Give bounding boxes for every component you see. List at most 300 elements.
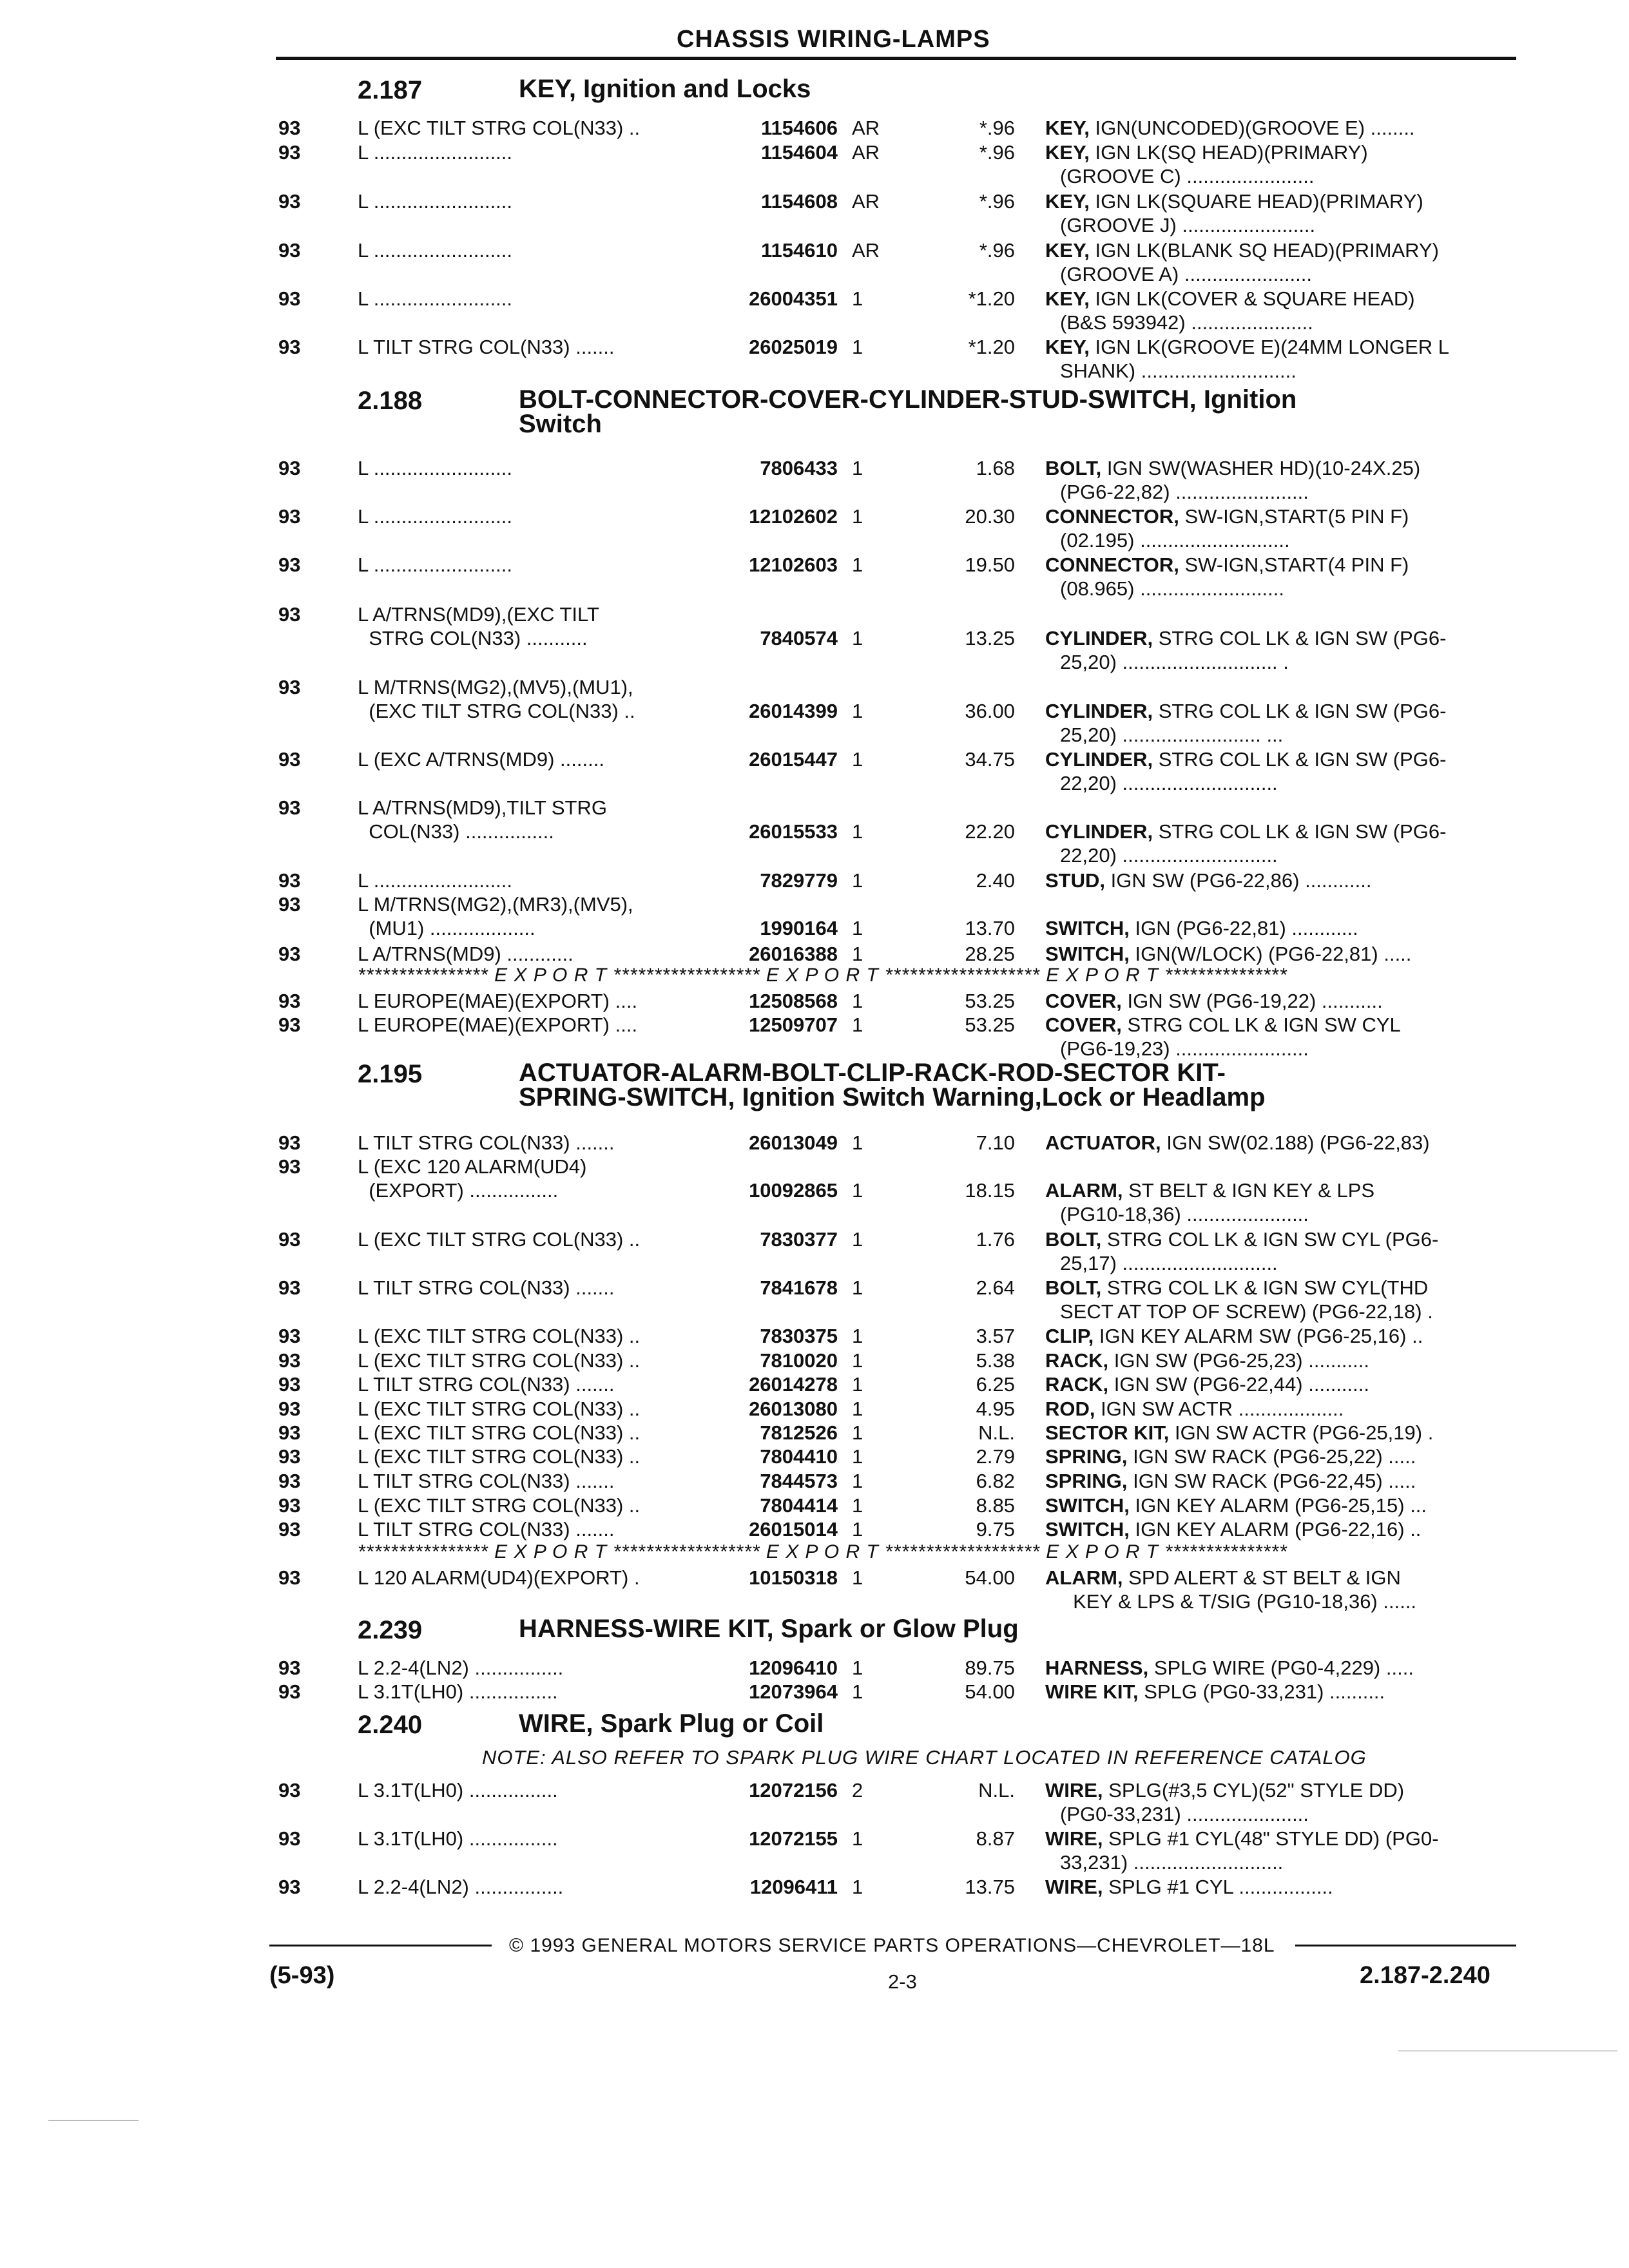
part-number: 7810020 (760, 1349, 838, 1372)
part-name: KEY, (1045, 336, 1090, 358)
part-name: CONNECTOR, (1045, 553, 1179, 576)
part-name: COVER, (1045, 990, 1122, 1012)
price: 4.95 (976, 1398, 1015, 1420)
price: N.L. (978, 1779, 1015, 1802)
model-year: 93 (278, 1470, 301, 1492)
part-detail: STRG COL LK & IGN SW (PG6- (1153, 820, 1447, 843)
part-description (1045, 287, 1415, 311)
part-name: CYLINDER, (1045, 820, 1153, 843)
part-detail: IGN SW ACTR (PG6-25,19) . (1169, 1421, 1434, 1444)
model-usage-line2: COL(N33) ................ (358, 820, 554, 843)
part-detail: IGN SW (PG6-25,23) ........... (1108, 1349, 1369, 1372)
part-detail: IGN SW ACTR ................... (1095, 1398, 1344, 1420)
part-description (1045, 1566, 1401, 1590)
scan-mark (48, 2120, 139, 2121)
model-usage: L (EXC TILT STRG COL(N33) .. (358, 1325, 641, 1347)
part-number: 7829779 (760, 869, 838, 892)
price: 89.75 (965, 1657, 1015, 1679)
part-detail: SPLG #1 CYL(48" STYLE DD) (PG0- (1103, 1827, 1439, 1850)
section-title: ACTUATOR-ALARM-BOLT-CLIP-RACK-ROD-SECTOR KIT- (519, 1059, 1226, 1087)
part-description-line2: 25,20) ......................... ... (1060, 724, 1284, 746)
part-description (1045, 942, 1411, 966)
model-year: 93 (278, 796, 301, 819)
quantity: 1 (852, 943, 863, 965)
quantity: 1 (852, 1421, 863, 1444)
table-row (0, 116, 1629, 140)
part-name: KEY, (1045, 287, 1090, 310)
model-year: 93 (278, 1779, 301, 1802)
part-description (1045, 116, 1415, 140)
part-description (1045, 1349, 1369, 1372)
model-year: 93 (278, 1014, 301, 1036)
footer-page-number: 2-3 (888, 1970, 917, 1993)
part-description (1045, 1227, 1438, 1251)
model-year: 93 (278, 1876, 301, 1898)
table-row (0, 1656, 1629, 1680)
section-number: 2.239 (358, 1616, 423, 1644)
model-year: 93 (278, 748, 301, 771)
model-usage: L EUROPE(MAE)(EXPORT) .... (358, 1014, 638, 1036)
part-name: STUD, (1045, 869, 1105, 892)
part-number: 26013080 (749, 1398, 838, 1420)
part-description (1045, 1131, 1430, 1155)
model-year: 93 (278, 869, 301, 892)
part-name: WIRE, (1045, 1779, 1103, 1802)
model-usage: L TILT STRG COL(N33) ....... (358, 1131, 615, 1154)
model-usage: L ......................... (358, 141, 513, 164)
part-detail: SPLG #1 CYL ................. (1103, 1876, 1333, 1898)
part-name: RACK, (1045, 1373, 1109, 1396)
table-row (0, 238, 1629, 286)
part-description (1045, 916, 1358, 940)
model-year: 93 (278, 990, 301, 1012)
quantity: 1 (852, 1014, 863, 1036)
part-description (1045, 189, 1423, 213)
quantity: 1 (852, 1131, 863, 1154)
part-number: 12096410 (749, 1657, 838, 1679)
part-description-line2: (GROOVE A) ....................... (1060, 263, 1313, 285)
price: *1.20 (968, 336, 1015, 358)
model-usage: L ......................... (358, 239, 513, 262)
part-number: 7830375 (760, 1325, 838, 1347)
part-detail: IGN LK(COVER & SQUARE HEAD) (1089, 287, 1415, 310)
part-description (1045, 1656, 1414, 1680)
model-usage-line2: (EXC TILT STRG COL(N33) .. (358, 700, 635, 722)
part-number: 26004351 (749, 287, 838, 310)
part-number: 12508568 (749, 990, 838, 1012)
part-name: CYLINDER, (1045, 627, 1153, 649)
model-usage: L TILT STRG COL(N33) ....... (358, 1276, 615, 1299)
model-year: 93 (278, 287, 301, 310)
part-description-line2: (PG6-22,82) ........................ (1060, 481, 1309, 503)
price: *.96 (979, 141, 1015, 164)
price: 2.79 (976, 1445, 1015, 1468)
price: 54.00 (965, 1566, 1015, 1589)
part-name: WIRE, (1045, 1827, 1103, 1850)
price: *.96 (979, 190, 1015, 213)
model-year: 93 (278, 1518, 301, 1541)
model-usage: L ......................... (358, 553, 513, 576)
part-number: 1154608 (761, 190, 838, 213)
model-usage: L 3.1T(LH0) ................ (358, 1779, 558, 1802)
model-year: 93 (278, 1398, 301, 1420)
model-usage: L (EXC TILT STRG COL(N33) .. (358, 117, 641, 139)
quantity: 1 (852, 748, 863, 771)
part-description (1045, 1875, 1333, 1899)
price: 13.25 (965, 627, 1015, 649)
part-name: RACK, (1045, 1349, 1109, 1372)
price: 13.75 (965, 1876, 1015, 1898)
model-usage: L (EXC TILT STRG COL(N33) .. (358, 1398, 641, 1420)
table-row (0, 1680, 1629, 1704)
model-usage: L A/TRNS(MD9),TILT STRG (358, 796, 607, 819)
part-number: 7812526 (760, 1421, 838, 1444)
part-description (1045, 1421, 1433, 1445)
part-number: 7806433 (760, 457, 838, 479)
model-year: 93 (278, 1131, 301, 1154)
model-year: 93 (278, 239, 301, 262)
part-name: CONNECTOR, (1045, 505, 1179, 528)
part-name: KEY, (1045, 190, 1090, 213)
quantity: 1 (852, 336, 863, 358)
table-row (0, 1517, 1629, 1541)
table-row (0, 287, 1629, 334)
part-name: SPRING, (1045, 1445, 1128, 1468)
price: 28.25 (965, 943, 1015, 965)
model-usage: L ......................... (358, 190, 513, 213)
price: 2.40 (976, 869, 1015, 892)
model-year: 93 (278, 1276, 301, 1299)
table-row (0, 189, 1629, 237)
quantity: 1 (852, 869, 863, 892)
part-description-line2: (PG0-33,231) ...................... (1060, 1803, 1309, 1825)
part-detail: SPLG (PG0-33,231) .......... (1138, 1680, 1385, 1703)
model-usage: L TILT STRG COL(N33) ....... (358, 1470, 615, 1492)
table-row (0, 1276, 1629, 1323)
model-year: 93 (278, 1657, 301, 1679)
model-year: 93 (278, 336, 301, 358)
model-usage: L (EXC TILT STRG COL(N33) .. (358, 1228, 641, 1251)
price: 53.25 (965, 990, 1015, 1012)
table-row (0, 140, 1629, 188)
model-usage: L (EXC TILT STRG COL(N33) .. (358, 1349, 641, 1372)
quantity: 1 (852, 1680, 863, 1703)
part-name: KEY, (1045, 117, 1090, 139)
part-detail: IGN KEY ALARM (PG6-25,15) ... (1129, 1494, 1427, 1517)
table-row (0, 1827, 1629, 1874)
part-number: 1990164 (760, 917, 838, 939)
price: 3.57 (976, 1325, 1015, 1347)
part-name: SWITCH, (1045, 917, 1130, 939)
model-usage: L EUROPE(MAE)(EXPORT) .... (358, 990, 638, 1012)
part-detail: SPLG WIRE (PG0-4,229) ..... (1148, 1657, 1414, 1679)
table-row (0, 747, 1629, 795)
quantity: 1 (852, 1470, 863, 1492)
price: 6.82 (976, 1470, 1015, 1492)
export-divider: **************** E X P O R T ****************** E X P O R T ******************* E X P O R T *************** (358, 965, 1287, 986)
quantity: 1 (852, 1566, 863, 1589)
part-description-line2: SHANK) ............................ (1060, 360, 1296, 382)
quantity: 1 (852, 1179, 863, 1202)
table-row (0, 1324, 1629, 1348)
quantity: 1 (852, 1373, 863, 1396)
model-usage: L 120 ALARM(UD4)(EXPORT) . (358, 1566, 640, 1589)
quantity: 1 (852, 820, 863, 843)
part-name: SWITCH, (1045, 1494, 1130, 1517)
part-number: 12096411 (749, 1876, 838, 1898)
quantity: 1 (852, 1349, 863, 1372)
table-row (0, 1469, 1629, 1493)
table-row (0, 335, 1629, 383)
model-usage: L 3.1T(LH0) ................ (358, 1827, 558, 1850)
quantity: 1 (852, 1325, 863, 1347)
table-row (0, 1131, 1629, 1155)
part-detail: IGN SW (PG6-22,44) ........... (1108, 1373, 1369, 1396)
price: 8.87 (976, 1827, 1015, 1850)
part-number: 26014399 (749, 700, 838, 722)
quantity: 1 (852, 553, 863, 576)
part-name: ACTUATOR, (1045, 1131, 1161, 1154)
footer-date: (5-93) (269, 1962, 335, 1989)
part-number: 26016388 (749, 943, 838, 965)
model-usage: L (EXC TILT STRG COL(N33) .. (358, 1494, 641, 1517)
part-description-line2: KEY & LPS & T/SIG (PG10-18,36) ...... (1045, 1590, 1417, 1613)
quantity: AR (852, 141, 880, 164)
part-number: 26013049 (749, 1131, 838, 1154)
section-title: KEY, Ignition and Locks (519, 75, 811, 103)
part-name: SECTOR KIT, (1045, 1421, 1170, 1444)
part-name: HARNESS, (1045, 1657, 1149, 1679)
part-detail: IGN KEY ALARM (PG6-22,16) .. (1129, 1518, 1422, 1541)
part-description (1045, 1778, 1404, 1802)
price: *1.20 (968, 287, 1015, 310)
part-description-line2: (PG6-19,23) ........................ (1060, 1037, 1309, 1060)
price: 36.00 (965, 700, 1015, 722)
model-year: 93 (278, 505, 301, 528)
model-year: 93 (278, 893, 301, 916)
table-row (0, 1421, 1629, 1445)
model-usage: L 2.2-4(LN2) ................ (358, 1876, 564, 1898)
part-number: 12509707 (749, 1014, 838, 1036)
part-detail: STRG COL LK & IGN SW (PG6- (1153, 748, 1447, 771)
part-description-line2: (PG10-18,36) ...................... (1060, 1203, 1309, 1225)
table-row (0, 675, 1629, 746)
quantity: AR (852, 117, 880, 139)
part-detail: IGN (PG6-22,81) ............ (1129, 917, 1358, 939)
part-description (1045, 1013, 1401, 1037)
part-name: CYLINDER, (1045, 700, 1153, 722)
section-title: HARNESS-WIRE KIT, Spark or Glow Plug (519, 1615, 1019, 1643)
quantity: 1 (852, 917, 863, 939)
table-row (0, 1445, 1629, 1468)
price: *.96 (979, 239, 1015, 262)
part-number: 12073964 (749, 1680, 838, 1703)
table-row (0, 1372, 1629, 1396)
price: 6.25 (976, 1373, 1015, 1396)
table-row (0, 869, 1629, 892)
quantity: AR (852, 190, 880, 213)
part-detail: IGN(W/LOCK) (PG6-22,81) ..... (1129, 943, 1412, 965)
price: 1.76 (976, 1228, 1015, 1251)
model-year: 93 (278, 117, 301, 139)
part-number: 26014278 (749, 1373, 838, 1396)
price: 53.25 (965, 1014, 1015, 1036)
section-title: BOLT-CONNECTOR-COVER-CYLINDER-STUD-SWITCH, Ignition (519, 385, 1297, 414)
part-description-line2: 22,20) ............................ (1060, 772, 1278, 794)
quantity: 1 (852, 1876, 863, 1898)
part-name: ALARM, (1045, 1179, 1123, 1202)
part-description (1045, 699, 1446, 723)
part-number: 7804414 (760, 1494, 838, 1517)
part-description (1045, 820, 1446, 843)
part-detail: SPD ALERT & ST BELT & IGN (1123, 1566, 1401, 1589)
part-name: SWITCH, (1045, 1518, 1130, 1541)
part-detail: IGN SW(WASHER HD)(10-24X.25) (1101, 457, 1421, 479)
table-row (0, 553, 1629, 601)
model-usage: L TILT STRG COL(N33) ....... (358, 1373, 615, 1396)
part-name: WIRE, (1045, 1876, 1103, 1898)
footer-copyright: © 1993 GENERAL MOTORS SERVICE PARTS OPERATIONS—CHEVROLET—18L (509, 1935, 1275, 1956)
quantity: 1 (852, 1827, 863, 1850)
part-description-line2: 25,20) ............................ . (1060, 651, 1289, 673)
section-number: 2.240 (358, 1711, 423, 1739)
model-usage: L (EXC TILT STRG COL(N33) .. (358, 1421, 641, 1444)
quantity: 1 (852, 287, 863, 310)
model-year: 93 (278, 1566, 301, 1589)
part-name: WIRE KIT, (1045, 1680, 1139, 1703)
part-description (1045, 140, 1368, 164)
section-title: WIRE, Spark Plug or Coil (519, 1709, 824, 1738)
quantity: 1 (852, 1228, 863, 1251)
model-year: 93 (278, 553, 301, 576)
price: 19.50 (965, 553, 1015, 576)
part-description-line2: 33,231) ........................... (1060, 1851, 1284, 1874)
part-number: 1154606 (761, 117, 838, 139)
scan-mark (1398, 2050, 1617, 2052)
section-title-line2: SPRING-SWITCH, Ignition Switch Warning,Lock or Headlamp (519, 1083, 1266, 1111)
part-name: SPRING, (1045, 1470, 1128, 1492)
part-detail: SW-IGN,START(4 PIN F) (1179, 553, 1409, 576)
page-header-title: CHASSIS WIRING-LAMPS (677, 26, 990, 53)
part-name: BOLT, (1045, 1276, 1102, 1299)
model-usage: L 2.2-4(LN2) ................ (358, 1657, 564, 1679)
part-detail: STRG COL LK & IGN SW (PG6- (1153, 627, 1447, 649)
part-description (1045, 1445, 1416, 1468)
model-year: 93 (278, 1680, 301, 1703)
section-number: 2.187 (358, 76, 423, 104)
table-row (0, 989, 1629, 1013)
part-description-line2: SECT AT TOP OF SCREW) (PG6-22,18) . (1060, 1300, 1433, 1323)
model-usage: L ......................... (358, 505, 513, 528)
model-year: 93 (278, 1349, 301, 1372)
part-number: 7841678 (760, 1276, 838, 1299)
quantity: AR (852, 239, 880, 262)
part-description-line2: (GROOVE C) ....................... (1060, 165, 1315, 187)
price: 5.38 (976, 1349, 1015, 1372)
model-year: 93 (278, 141, 301, 164)
part-description (1045, 869, 1371, 892)
table-row (0, 1013, 1629, 1061)
part-detail: IGN LK(GROOVE E)(24MM LONGER L (1089, 336, 1450, 358)
model-year: 93 (278, 1494, 301, 1517)
part-name: KEY, (1045, 239, 1090, 262)
part-detail: IGN LK(BLANK SQ HEAD)(PRIMARY) (1089, 239, 1439, 262)
part-number: 10150318 (749, 1566, 838, 1589)
part-description (1045, 1680, 1385, 1704)
export-divider: **************** E X P O R T ****************** E X P O R T ******************* E X P O R T *************** (358, 1541, 1287, 1562)
header-rule (276, 57, 1516, 60)
part-description (1045, 335, 1449, 359)
table-row (0, 1494, 1629, 1517)
part-description-line2: 22,20) ............................ (1060, 844, 1278, 867)
part-detail: IGN(UNCODED)(GROOVE E) ........ (1089, 117, 1415, 139)
part-detail: IGN SW RACK (PG6-22,45) ..... (1127, 1470, 1416, 1492)
price: 20.30 (965, 505, 1015, 528)
price: 1.68 (976, 457, 1015, 479)
table-row (0, 1349, 1629, 1372)
part-detail: IGN SW (PG6-19,22) ........... (1121, 990, 1383, 1012)
model-year: 93 (278, 1228, 301, 1251)
quantity: 1 (852, 457, 863, 479)
part-description (1045, 456, 1420, 480)
model-year: 93 (278, 190, 301, 213)
model-usage: L ......................... (358, 287, 513, 310)
model-year: 93 (278, 1827, 301, 1850)
part-number: 26015533 (749, 820, 838, 843)
part-detail: SPLG(#3,5 CYL)(52" STYLE DD) (1103, 1779, 1405, 1802)
model-usage: L (EXC 120 ALARM(UD4) (358, 1155, 587, 1178)
part-detail: IGN LK(SQUARE HEAD)(PRIMARY) (1089, 190, 1423, 213)
part-number: 26015447 (749, 748, 838, 771)
price: 7.10 (976, 1131, 1015, 1154)
part-description (1045, 1517, 1421, 1541)
price: 2.64 (976, 1276, 1015, 1299)
table-row (0, 1875, 1629, 1899)
table-row (0, 505, 1629, 552)
section-number: 2.188 (358, 387, 423, 415)
model-usage-line2: (MU1) ................... (358, 917, 535, 939)
part-detail: STRG COL LK & IGN SW CYL (PG6- (1101, 1228, 1439, 1251)
part-name: CYLINDER, (1045, 748, 1153, 771)
model-usage: L TILT STRG COL(N33) ....... (358, 336, 615, 358)
model-usage: L A/TRNS(MD9) ............ (358, 943, 574, 965)
price: N.L. (978, 1421, 1015, 1444)
table-row (0, 1566, 1629, 1613)
part-detail: IGN SW(02.188) (PG6-22,83) (1161, 1131, 1430, 1154)
part-description-line2: (08.965) .......................... (1060, 577, 1285, 600)
footer-section-range: 2.187-2.240 (1360, 1962, 1490, 1989)
part-detail: STRG COL LK & IGN SW CYL(THD (1101, 1276, 1429, 1299)
quantity: 1 (852, 1276, 863, 1299)
table-row (0, 796, 1629, 867)
part-description (1045, 505, 1409, 528)
part-description (1045, 747, 1446, 771)
quantity: 1 (852, 1398, 863, 1420)
table-row (0, 1397, 1629, 1421)
quantity: 1 (852, 1445, 863, 1468)
part-description (1045, 238, 1439, 262)
part-description (1045, 1372, 1369, 1396)
part-description (1045, 1324, 1423, 1348)
part-name: CLIP, (1045, 1325, 1094, 1347)
part-number: 7844573 (760, 1470, 838, 1492)
part-description-line2: (B&S 593942) ...................... (1060, 311, 1313, 334)
quantity: 1 (852, 627, 863, 649)
part-number: 12102603 (749, 553, 838, 576)
part-detail: STRG COL LK & IGN SW CYL (1121, 1014, 1401, 1036)
model-usage: L (EXC A/TRNS(MD9) ........ (358, 748, 604, 771)
part-number: 10092865 (749, 1179, 838, 1202)
